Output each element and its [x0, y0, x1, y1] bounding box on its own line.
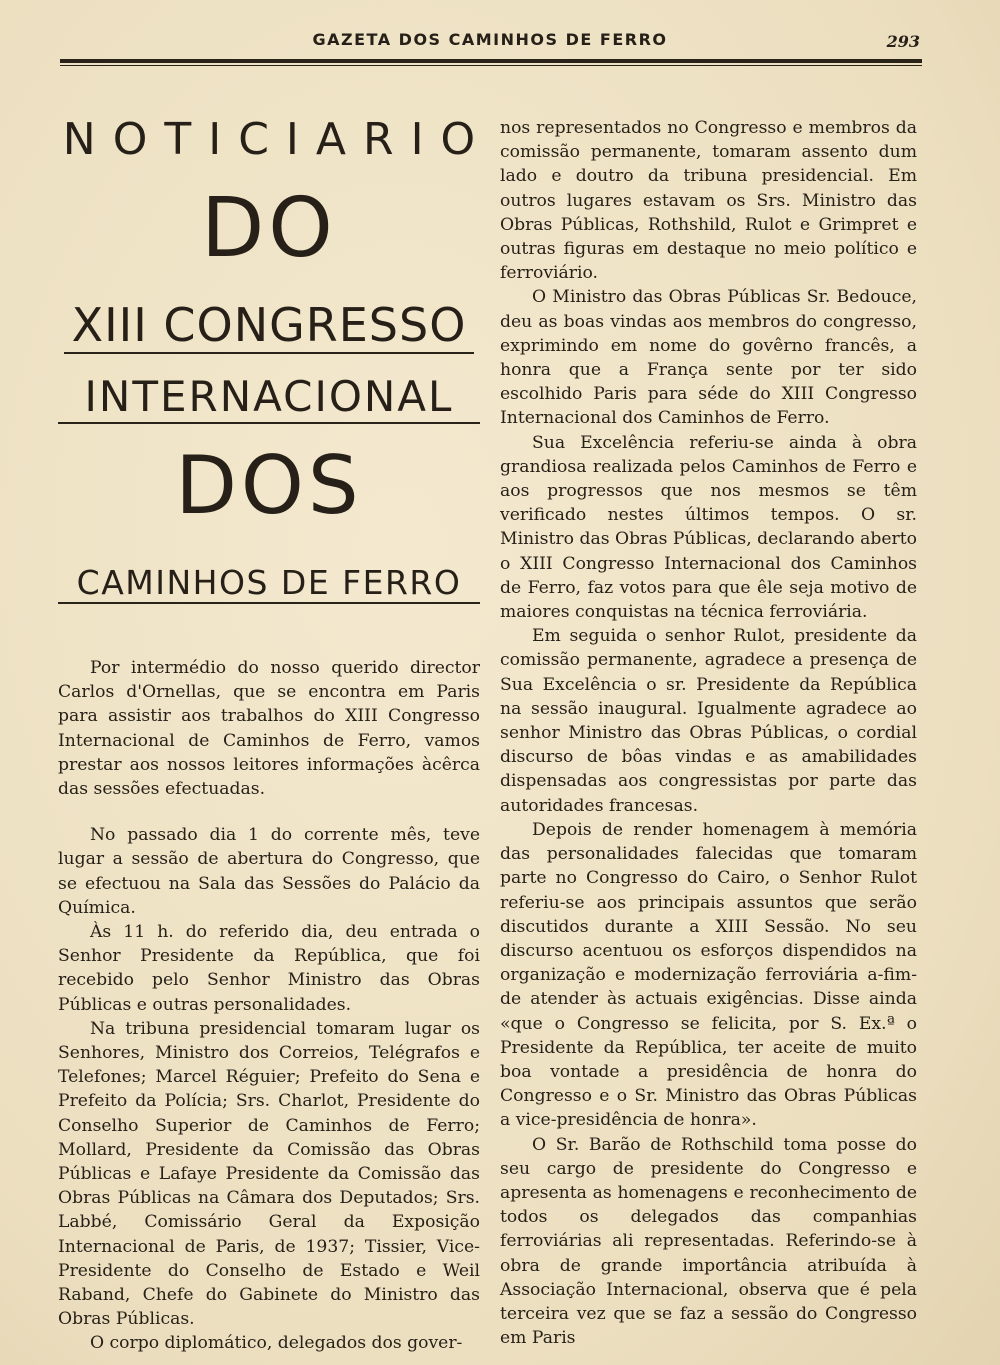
- header-rule: [60, 59, 922, 63]
- paragraph: Depois de render homenagem à memória das personalidades falecidas que tomaram parte no Congresso do Cairo, o Senhor Rulot referiu-se aos principais assuntos que serão discutidos durante a XIII Sessão. No seu discurso acentuou os esforços dispendidos na organização e modernização ferroviária a-fim-de atender às actuais exigências. Disse ainda «que o Congresso se felicita, por S. Ex.ª o Presidente da República, ter aceite de muito boa vontade a presidência de honra do Congresso e o Sr. Ministro das Obras Públicas a vice-presidência de honra».: [500, 819, 917, 1131]
- paragraph: Às 11 h. do referido dia, deu entrada o Senhor Presidente da República, que foi recebido pelo Senhor Ministro das Obras Públicas e outras personalidades.: [58, 922, 480, 1015]
- title-line-noticiario: NOTICIARIO: [62, 114, 493, 165]
- page-number: 293: [886, 32, 920, 51]
- journal-title: GAZETA DOS CAMINHOS DE FERRO: [312, 30, 668, 49]
- article-title: [58, 114, 493, 604]
- title-line-do: DO: [201, 181, 337, 276]
- paragraph-continued: nos representados no Congresso e membros da comissão permanente, tomaram assento dum lado e doutro da tribuna presidencial. Em outros lugares estavam os Srs. Ministro das Obras Públicas, Rothshild, Rulot e Grimpret e outras figuras em destaque no meio político e ferroviário.: [500, 118, 917, 284]
- title-line-dos: DOS: [175, 439, 363, 532]
- header-rule-thin: [60, 65, 922, 66]
- title-line-congresso: XIII CONGRESSO: [64, 302, 474, 354]
- running-head: [60, 30, 920, 52]
- left-column: [58, 100, 493, 1356]
- paragraph: Sua Excelência referiu-se ainda à obra grandiosa realizada pelos Caminhos de Ferro e aos progressos que nos mesmos se têm verificado nestes últimos tempos. O sr. Ministro das Obras Públicas, declarando aberto o XIII Congresso Internacional dos Caminhos de Ferro, faz votos para que êle seja motivo de maiores conquistas na técnica ferroviária.: [500, 432, 917, 623]
- paragraph: O Sr. Barão de Rothschild toma posse do seu cargo de presidente do Congresso e apresenta as homenagens e reconhecimento de todos os delegados das companhias ferroviárias ali representadas. Referindo-se à obra de grande importância atribuída à Associação Internacional, observa que é pela terceira vez que se faz a sessão do Congresso em Paris: [500, 1134, 917, 1349]
- paragraph: O corpo diplomático, delegados dos gover-: [90, 1333, 463, 1354]
- paragraph: Em seguida o senhor Rulot, presidente da comissão permanente, agradece a presença de Sua Excelência o sr. Presidente da República na sessão inaugural. Igualmente agradece ao senhor Ministro das Obras Públicas, o cordial discurso de bôas vindas e as amabilidades dispensadas aos congressistas por parte das autoridades francesas.: [500, 626, 917, 816]
- paragraph: No passado dia 1 do corrente mês, teve lugar a sessão de abertura do Congresso, que se efectuou na Sala das Sessões do Palácio da Química.: [58, 825, 480, 918]
- paragraph: O Ministro das Obras Públicas Sr. Bedouce, deu as boas vindas aos membros do congresso, exprimindo em nome do govêrno francês, a honra que a França sente por ter sido escolhido Paris para séde do XIII Congresso Internacional dos Caminhos de Ferro.: [500, 287, 917, 429]
- title-line-internacional: INTERNACIONAL: [58, 376, 480, 424]
- right-column: [500, 116, 917, 1350]
- title-line-caminhos-de-ferro: CAMINHOS DE FERRO: [58, 566, 480, 604]
- paragraph: Na tribuna presidencial tomaram lugar os Senhores, Ministro dos Correios, Telégrafos e Telefones; Marcel Réguier; Prefeito do Sena e Prefeito da Polícia; Srs. Charlot, Presidente do Conselho Superior de Caminhos de Ferro; Mollard, Presidente da Comissão das Obras Públicas e Lafaye Presidente da Comissão das Obras Públicas na Câmara dos Deputados; Srs. Labbé, Comissário Geral da Exposição Internacional de Paris, de 1937; Tissier, Vice-Presidente do Conselho de Estado e Weil Raband, Chefe do Gabinete do Ministro das Obras Públicas.: [58, 1018, 480, 1330]
- paragraph: Por intermédio do nosso querido director Carlos d'Ornellas, que se encontra em Paris para assistir aos trabalhos do XIII Congresso Internacional de Caminhos de Ferro, vamos prestar aos nossos leitores informações àcêrca das sessões efectuadas.: [58, 658, 480, 800]
